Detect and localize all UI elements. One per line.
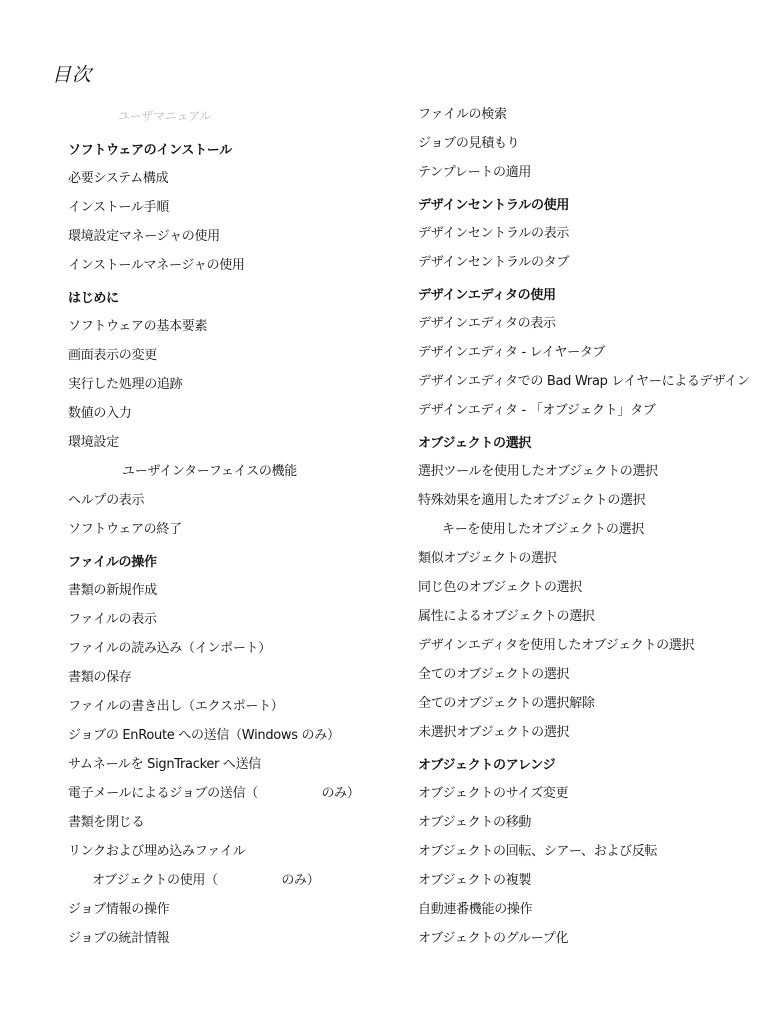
toc-entry[interactable]: デザインセントラルの表示 [418,226,570,241]
toc-entry[interactable]: インストールマネージャの使用 [68,258,245,273]
toc-entry[interactable]: テンプレートの適用 [418,165,532,180]
toc-entry[interactable]: デザインエディタ - 「オブジェクト」タブ [418,403,656,418]
toc-entry[interactable]: ファイルの検索 [418,107,507,122]
toc-manual-label: ユーザマニュアル [118,109,212,123]
toc-section-heading[interactable]: デザインセントラルの使用 [418,198,570,213]
toc-entry[interactable]: デザインエディタでの Bad Wrap レイヤーによるデザイン [418,374,750,389]
toc-section-heading[interactable]: デザインエディタの使用 [418,288,556,303]
toc-entry[interactable]: ジョブの EnRoute への送信（Windows のみ） [68,728,340,743]
toc-entry[interactable]: ファイルの表示 [68,612,157,627]
toc-entry[interactable]: オブジェクトの移動 [418,815,532,830]
toc-entry[interactable]: キーを使用したオブジェクトの選択 [442,522,645,537]
toc-entry[interactable]: デザインエディタを使用したオブジェクトの選択 [418,638,695,653]
toc-entry[interactable]: デザインエディタ - レイヤータブ [418,345,606,360]
toc-column-right [418,100,768,953]
toc-entry[interactable]: 実行した処理の追跡 [68,377,183,392]
toc-entry[interactable]: 画面表示の変更 [68,348,157,363]
toc-entry[interactable]: デザインセントラルのタブ [418,255,570,270]
toc-section-heading[interactable]: オブジェクトのアレンジ [418,758,556,773]
toc-entry[interactable]: 書類の保存 [68,670,132,685]
toc-entry[interactable]: 書類の新規作成 [68,583,157,598]
toc-entry[interactable]: ジョブ情報の操作 [68,902,170,917]
toc-entry[interactable]: 自動連番機能の操作 [418,902,533,917]
toc-entry[interactable]: 必要システム構成 [68,171,169,186]
toc-entry[interactable]: オブジェクトの使用（ のみ） [92,873,320,888]
toc-entry[interactable]: サムネールを SignTracker へ送信 [68,757,262,772]
toc-entry[interactable]: インストール手順 [68,200,169,215]
toc-entry[interactable]: 類似オブジェクトの選択 [418,551,557,566]
toc-entry[interactable]: 環境設定 [68,435,119,450]
toc-entry[interactable]: 数値の入力 [68,406,132,421]
toc-entry[interactable]: 属性によるオブジェクトの選択 [418,609,595,624]
toc-entry[interactable]: オブジェクトのグループ化 [418,931,569,946]
toc-entry[interactable]: 全てのオブジェクトの選択 [418,667,570,682]
toc-entry[interactable]: デザインエディタの表示 [418,316,556,331]
toc-section-heading[interactable]: オブジェクトの選択 [418,436,532,451]
toc-entry[interactable]: ファイルの書き出し（エクスポート） [68,699,284,714]
toc-section-heading[interactable]: ファイルの操作 [68,555,157,570]
toc-entry[interactable]: 書類を閉じる [68,815,145,830]
toc-entry[interactable]: 同じ色のオブジェクトの選択 [418,580,582,595]
toc-entry[interactable]: 未選択オブジェクトの選択 [418,725,570,740]
toc-entry[interactable]: 電子メールによるジョブの送信（ のみ） [68,786,360,801]
toc-entry[interactable]: オブジェクトの回転、シアー、および反転 [418,844,658,859]
toc-entry[interactable]: リンクおよび埋め込みファイル [68,844,246,859]
toc-entry[interactable]: ヘルプの表示 [68,493,145,508]
toc-entry[interactable]: ジョブの見積もり [418,136,520,151]
toc-entry[interactable]: オブジェクトのサイズ変更 [418,786,569,801]
toc-entry[interactable]: ソフトウェアの基本要素 [68,319,208,334]
toc-entry[interactable]: ファイルの読み込み（インポート） [68,641,271,656]
toc-entry[interactable]: 全てのオブジェクトの選択解除 [418,696,595,711]
toc-title: 目次 [52,64,93,86]
toc-entry[interactable]: 特殊効果を適用したオブジェクトの選択 [418,493,646,508]
toc-column-left [68,100,428,953]
toc-entry[interactable]: 選択ツールを使用したオブジェクトの選択 [418,464,658,479]
toc-section-heading[interactable]: はじめに [68,291,119,306]
toc-entry[interactable]: ユーザインターフェイスの機能 [122,464,297,479]
toc-entry[interactable]: ソフトウェアの終了 [68,522,182,537]
toc-section-heading[interactable]: ソフトウェアのインストール [68,143,232,158]
toc-entry[interactable]: 環境設定マネージャの使用 [68,229,220,244]
toc-entry[interactable]: オブジェクトの複製 [418,873,532,888]
toc-entry[interactable]: ジョブの統計情報 [68,931,170,946]
